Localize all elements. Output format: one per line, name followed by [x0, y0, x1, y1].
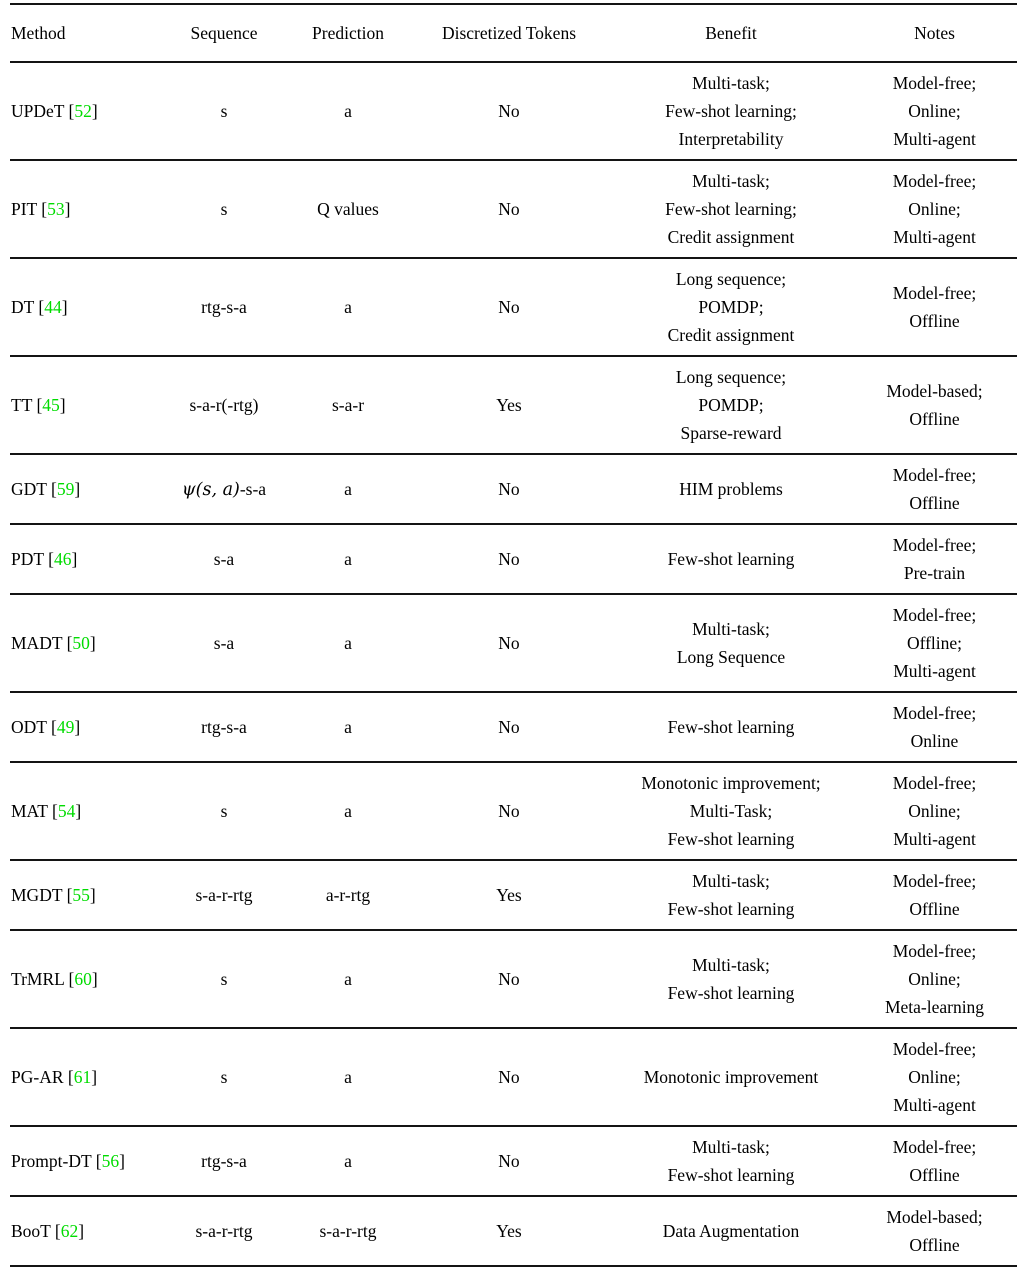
note-line: Model-free;: [892, 773, 977, 793]
discretized-tokens-cell: No: [498, 479, 520, 499]
note-line: Offline: [909, 1235, 960, 1255]
benefit-line: Credit assignment: [667, 227, 795, 247]
sequence-cell: s-a-r(-rtg): [189, 395, 259, 415]
benefit-line: HIM problems: [679, 479, 783, 499]
prediction-cell: a: [344, 1067, 352, 1087]
table-row: [10, 1127, 1017, 1197]
table-row: [10, 693, 1017, 763]
benefit-line: Multi-task;: [692, 1137, 770, 1157]
table-header-row: [10, 5, 1017, 63]
note-line: Offline: [909, 311, 960, 331]
method-cell: [10, 391, 160, 419]
method-name: GDT [: [11, 479, 57, 499]
benefit-cell: [610, 167, 852, 251]
method-name: PDT [: [11, 549, 54, 569]
discretized-tokens-cell: No: [498, 549, 520, 569]
table-row: [10, 357, 1017, 455]
benefit-line: Multi-task;: [692, 171, 770, 191]
sequence-cell: s: [220, 969, 228, 989]
note-line: Online;: [908, 101, 961, 121]
notes-cell: [852, 1133, 1017, 1189]
note-line: Offline;: [906, 633, 963, 653]
benefit-line: Few-shot learning;: [665, 199, 797, 219]
citation-bracket: ]: [64, 199, 71, 219]
note-line: Model-free;: [892, 1039, 977, 1059]
discretized-tokens-cell: Yes: [496, 885, 522, 905]
citation-link[interactable]: 55: [72, 885, 90, 905]
table-row: [10, 931, 1017, 1029]
discretized-tokens-cell: No: [498, 1067, 520, 1087]
benefit-line: Few-shot learning: [667, 549, 795, 569]
notes-cell: [852, 531, 1017, 587]
benefit-cell: [610, 1063, 852, 1091]
sequence-cell: rtg-s-a: [201, 1151, 247, 1171]
notes-cell: [852, 601, 1017, 685]
notes-cell: [852, 1035, 1017, 1119]
note-line: Meta-learning: [884, 997, 985, 1017]
column-header-benefit: Benefit: [705, 23, 757, 43]
method-name: ODT [: [11, 717, 57, 737]
benefit-line: Sparse-reward: [680, 423, 782, 443]
citation-link[interactable]: 62: [60, 1221, 79, 1241]
note-line: Offline: [909, 409, 960, 429]
prediction-cell: a: [344, 101, 352, 121]
discretized-tokens-cell: No: [498, 1151, 520, 1171]
benefit-cell: [610, 867, 852, 923]
note-line: Model-free;: [892, 703, 977, 723]
note-line: Multi-agent: [893, 227, 976, 247]
note-line: Multi-agent: [893, 129, 976, 149]
benefit-line: Few-shot learning: [667, 1165, 795, 1185]
prediction-cell: a: [344, 479, 352, 499]
citation-bracket: ]: [74, 479, 81, 499]
citation-link[interactable]: 59: [56, 479, 75, 499]
column-header-notes: Notes: [914, 23, 955, 43]
prediction-cell: a: [344, 549, 352, 569]
benefit-line: Long Sequence: [676, 647, 786, 667]
benefit-line: POMDP;: [698, 297, 764, 317]
benefit-cell: [610, 769, 852, 853]
table-row: [10, 525, 1017, 595]
method-cell: [10, 629, 160, 657]
notes-cell: [852, 461, 1017, 517]
column-header-sequence: Sequence: [190, 23, 258, 43]
method-name: MGDT [: [11, 885, 73, 905]
note-line: Online;: [908, 801, 961, 821]
note-line: Offline: [909, 493, 960, 513]
sequence-cell: [160, 475, 288, 504]
citation-link[interactable]: 56: [101, 1151, 120, 1171]
sequence-cell: s: [220, 199, 228, 219]
note-line: Model-free;: [892, 171, 977, 191]
prediction-cell: a: [344, 801, 352, 821]
method-cell: [10, 1147, 160, 1175]
notes-cell: [852, 699, 1017, 755]
citation-link[interactable]: 60: [74, 969, 92, 989]
benefit-line: Monotonic improvement: [643, 1067, 819, 1087]
benefit-line: Long sequence;: [675, 367, 787, 387]
sequence-cell: s-a: [213, 633, 235, 653]
citation-link[interactable]: 50: [72, 633, 90, 653]
citation-bracket: ]: [89, 885, 96, 905]
sequence-cell: s: [220, 801, 228, 821]
note-line: Model-free;: [892, 535, 977, 555]
note-line: Multi-agent: [893, 661, 976, 681]
sequence-cell: s: [220, 1067, 228, 1087]
note-line: Pre-train: [903, 563, 966, 583]
benefit-line: Few-shot learning: [667, 899, 795, 919]
discretized-tokens-cell: Yes: [496, 1221, 522, 1241]
notes-cell: [852, 1203, 1017, 1259]
benefit-cell: [610, 545, 852, 573]
discretized-tokens-cell: No: [498, 297, 520, 317]
note-line: Multi-agent: [893, 1095, 976, 1115]
note-line: Online;: [908, 1067, 961, 1087]
discretized-tokens-cell: No: [498, 801, 520, 821]
benefit-cell: [610, 615, 852, 671]
note-line: Model-free;: [892, 605, 977, 625]
prediction-cell: Q values: [317, 199, 379, 219]
method-cell: [10, 713, 160, 741]
citation-link[interactable]: 49: [56, 717, 75, 737]
note-line: Model-free;: [892, 871, 977, 891]
benefit-line: Long sequence;: [675, 269, 787, 289]
method-cell: [10, 195, 160, 223]
note-line: Model-free;: [892, 1137, 977, 1157]
note-line: Offline: [909, 899, 960, 919]
method-cell: [10, 965, 160, 993]
benefit-line: Few-shot learning: [667, 983, 795, 1003]
benefit-cell: [610, 265, 852, 349]
citation-bracket: ]: [89, 633, 96, 653]
benefit-cell: [610, 951, 852, 1007]
table-row: [10, 161, 1017, 259]
method-cell: [10, 545, 160, 573]
note-line: Model-based;: [886, 1207, 983, 1227]
note-line: Model-based;: [886, 381, 983, 401]
note-line: Online;: [908, 969, 961, 989]
discretized-tokens-cell: No: [498, 717, 520, 737]
method-cell: [10, 1063, 160, 1091]
sequence-cell: rtg-s-a: [201, 297, 247, 317]
column-header-discretized-tokens: Discretized Tokens: [441, 23, 577, 43]
notes-cell: [852, 867, 1017, 923]
prediction-cell: s-a-r: [331, 395, 365, 415]
sequence-cell: s-a-r-rtg: [195, 1221, 253, 1241]
method-name: TT [: [11, 395, 43, 415]
benefit-line: Multi-Task;: [689, 801, 773, 821]
sequence-cell: s-a-r-rtg: [195, 885, 253, 905]
benefit-cell: [610, 69, 852, 153]
method-name: MADT [: [11, 633, 73, 653]
sequence-segment: -s-a: [239, 478, 267, 499]
citation-bracket: ]: [91, 969, 98, 989]
table-row: [10, 595, 1017, 693]
citation-bracket: ]: [61, 297, 68, 317]
prediction-cell: a: [344, 1151, 352, 1171]
citation-link[interactable]: 44: [44, 297, 62, 317]
notes-cell: [852, 69, 1017, 153]
prediction-cell: a: [344, 633, 352, 653]
table-row: [10, 763, 1017, 861]
benefit-cell: [610, 475, 852, 503]
method-name: Prompt-DT [: [11, 1151, 102, 1171]
method-name: UPDeT [: [11, 101, 75, 121]
benefit-line: Credit assignment: [667, 325, 795, 345]
benefit-line: Few-shot learning: [667, 717, 795, 737]
note-line: Model-free;: [892, 283, 977, 303]
table-row: [10, 1197, 1017, 1267]
method-name: TrMRL [: [11, 969, 75, 989]
citation-bracket: ]: [74, 717, 81, 737]
discretized-tokens-cell: No: [498, 969, 520, 989]
notes-cell: [852, 279, 1017, 335]
method-name: PIT [: [11, 199, 48, 219]
benefit-line: Monotonic improvement;: [641, 773, 821, 793]
benefit-cell: [610, 1217, 852, 1245]
citation-link[interactable]: 52: [74, 101, 92, 121]
method-cell: [10, 475, 160, 503]
citation-bracket: ]: [91, 101, 98, 121]
method-cell: [10, 97, 160, 125]
table-row: [10, 861, 1017, 931]
method-cell: [10, 881, 160, 909]
prediction-cell: a: [344, 969, 352, 989]
citation-bracket: ]: [75, 801, 82, 821]
method-name: BooT [: [11, 1221, 61, 1241]
discretized-tokens-cell: No: [498, 633, 520, 653]
discretized-tokens-cell: No: [498, 199, 520, 219]
benefit-cell: [610, 713, 852, 741]
method-cell: [10, 293, 160, 321]
citation-bracket: ]: [91, 1067, 98, 1087]
citation-bracket: ]: [78, 1221, 85, 1241]
benefit-line: POMDP;: [698, 395, 764, 415]
prediction-cell: a: [344, 297, 352, 317]
notes-cell: [852, 167, 1017, 251]
table-row: [10, 63, 1017, 161]
benefit-line: Few-shot learning: [667, 829, 795, 849]
notes-cell: [852, 937, 1017, 1021]
table-body: [10, 63, 1017, 1267]
column-header-method: Method: [11, 23, 66, 43]
benefit-line: Multi-task;: [692, 871, 770, 891]
notes-cell: [852, 377, 1017, 433]
method-name: PG-AR [: [11, 1067, 74, 1087]
note-line: Model-free;: [892, 941, 977, 961]
sequence-cell: s-a: [213, 549, 235, 569]
benefit-line: Data Augmentation: [662, 1221, 800, 1241]
citation-bracket: ]: [59, 395, 66, 415]
sequence-cell: s: [220, 101, 228, 121]
method-cell: [10, 1217, 160, 1245]
method-cell: [10, 797, 160, 825]
note-line: Multi-agent: [893, 829, 976, 849]
note-line: Model-free;: [892, 465, 977, 485]
citation-bracket: ]: [71, 549, 78, 569]
benefit-cell: [610, 363, 852, 447]
benefit-line: Interpretability: [678, 129, 784, 149]
benefit-line: Multi-task;: [692, 619, 770, 639]
table-row: [10, 259, 1017, 357]
benefit-line: Few-shot learning;: [665, 101, 797, 121]
citation-link[interactable]: 45: [42, 395, 60, 415]
prediction-cell: a: [344, 717, 352, 737]
method-name: DT [: [11, 297, 45, 317]
citation-link[interactable]: 54: [57, 801, 76, 821]
sequence-segment: ψ(s, a): [181, 479, 240, 500]
method-name: MAT [: [11, 801, 58, 821]
citation-bracket: ]: [119, 1151, 125, 1171]
table-row: [10, 1029, 1017, 1127]
benefit-cell: [610, 1133, 852, 1189]
sequence-cell: rtg-s-a: [201, 717, 247, 737]
prediction-cell: a-r-rtg: [325, 885, 371, 905]
discretized-tokens-cell: No: [498, 101, 520, 121]
table-row: [10, 455, 1017, 525]
notes-cell: [852, 769, 1017, 853]
citation-link[interactable]: 53: [47, 199, 65, 219]
citation-link[interactable]: 46: [53, 549, 72, 569]
column-header-prediction: Prediction: [312, 23, 384, 43]
benefit-line: Multi-task;: [692, 955, 770, 975]
methods-comparison-table: [10, 3, 1017, 1267]
citation-link[interactable]: 61: [73, 1067, 92, 1087]
discretized-tokens-cell: Yes: [496, 395, 522, 415]
note-line: Offline: [909, 1165, 960, 1185]
prediction-cell: s-a-r-rtg: [319, 1221, 377, 1241]
benefit-line: Multi-task;: [692, 73, 770, 93]
note-line: Online: [910, 731, 959, 751]
note-line: Model-free;: [892, 73, 977, 93]
note-line: Online;: [908, 199, 961, 219]
